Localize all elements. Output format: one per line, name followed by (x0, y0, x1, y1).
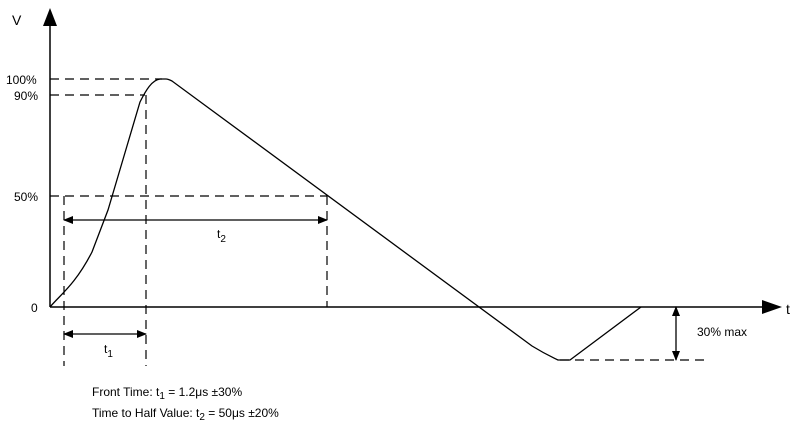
y-axis-label: V (12, 12, 22, 28)
axes (43, 8, 782, 314)
reference-lines (50, 79, 710, 366)
half-value-prefix: Time to Half Value: t (92, 406, 200, 420)
half-value-subscript: 2 (199, 412, 205, 423)
origin-label: 0 (31, 301, 38, 315)
front-time-suffix: = 1.2μs ±30% (164, 385, 243, 399)
y-axis-arrowhead (43, 8, 57, 26)
front-time-definition (92, 385, 243, 402)
x-axis-arrowhead (762, 300, 782, 314)
t1-label: $t_1$ (104, 342, 113, 360)
front-time-prefix: Front Time: t (92, 385, 160, 399)
half-value-suffix: = 50μs ±20% (204, 406, 279, 420)
half-value-definition (92, 406, 279, 423)
x-axis-label: t (786, 301, 790, 317)
level-50-label: 50% (14, 190, 39, 204)
level-90-label: 90% (14, 89, 39, 103)
undershoot-label: 30% max (697, 325, 748, 339)
front-time-subscript: 1 (159, 391, 165, 402)
t2-label: $t_2$ (217, 227, 226, 245)
level-100-label: 100% (6, 73, 37, 87)
dimension-arrows (64, 220, 676, 360)
